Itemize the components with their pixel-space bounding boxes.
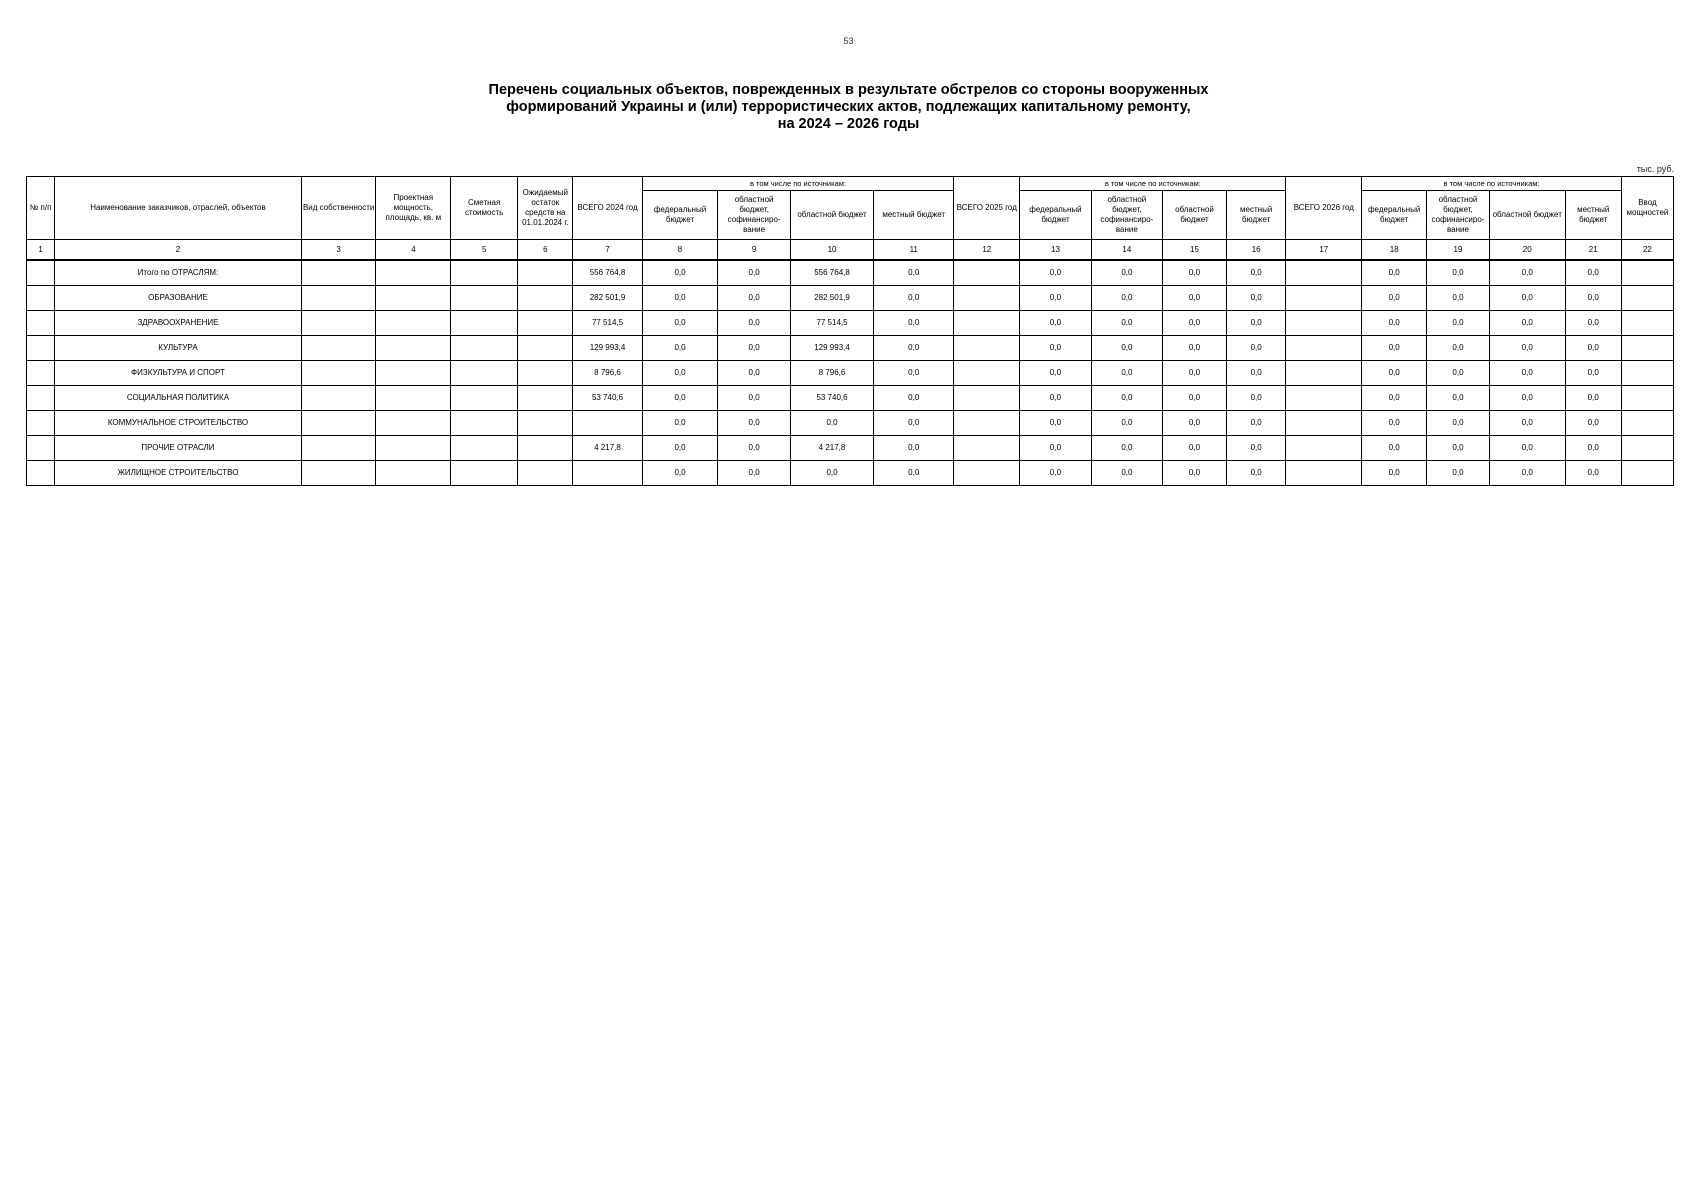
- row-value-total-2025: [954, 311, 1020, 336]
- row-value-cofin-2025: 0,0: [1091, 436, 1162, 461]
- row-value-total-2025: [954, 286, 1020, 311]
- row-value-reg-2026: 0,0: [1489, 386, 1565, 411]
- header-sources-2026: в том числе по источникам:: [1362, 177, 1622, 191]
- column-number: 3: [301, 240, 376, 261]
- row-value-fed-2025: 0,0: [1020, 436, 1091, 461]
- row-value-total-2024: 8 796,6: [573, 361, 642, 386]
- row-value-cofin-2024: 0,0: [718, 311, 790, 336]
- row-value-reg-2025: 0,0: [1163, 286, 1227, 311]
- row-value-fed-2026: 0,0: [1362, 311, 1427, 336]
- row-value-total-2026: [1286, 311, 1362, 336]
- row-value-reg-2024: 4 217,8: [790, 436, 873, 461]
- row-value-reg-2026: 0,0: [1489, 411, 1565, 436]
- header-local-2025: местный бюджет: [1226, 191, 1286, 240]
- row-value-fed-2026: 0,0: [1362, 461, 1427, 486]
- column-number: 18: [1362, 240, 1427, 261]
- row-value-cofin-2024: 0,0: [718, 386, 790, 411]
- row-value-reg-2025: 0,0: [1163, 361, 1227, 386]
- row-value-reg-2024: 8 796,6: [790, 361, 873, 386]
- empty-cell: [1621, 311, 1673, 336]
- row-value-total-2025: [954, 411, 1020, 436]
- row-value-reg-2024: 282 501,9: [790, 286, 873, 311]
- header-estimate: Сметная стоимость: [451, 177, 518, 240]
- row-value-reg-2025: 0,0: [1163, 260, 1227, 286]
- row-value-loc-2026: 0,0: [1565, 361, 1621, 386]
- row-name: ОБРАЗОВАНИЕ: [55, 286, 302, 311]
- column-number: 7: [573, 240, 642, 261]
- row-value-fed-2025: 0,0: [1020, 411, 1091, 436]
- row-value-reg-2024: 0,0: [790, 461, 873, 486]
- row-value-fed-2025: 0,0: [1020, 260, 1091, 286]
- row-value-fed-2024: 0,0: [642, 386, 718, 411]
- row-value-cofin-2026: 0,0: [1427, 336, 1490, 361]
- row-value-loc-2025: 0,0: [1226, 260, 1286, 286]
- empty-cell: [376, 436, 451, 461]
- header-cofin-2024: областной бюджет, софинансиро-вание: [718, 191, 790, 240]
- row-value-fed-2024: 0,0: [642, 411, 718, 436]
- empty-cell: [301, 260, 376, 286]
- row-value-total-2026: [1286, 386, 1362, 411]
- empty-cell: [518, 260, 573, 286]
- row-value-loc-2025: 0,0: [1226, 361, 1286, 386]
- column-number: 15: [1163, 240, 1227, 261]
- row-value-fed-2025: 0,0: [1020, 286, 1091, 311]
- empty-cell: [1621, 336, 1673, 361]
- page-number: 53: [843, 36, 854, 46]
- row-value-cofin-2026: 0,0: [1427, 361, 1490, 386]
- header-local-2024: местный бюджет: [874, 191, 954, 240]
- row-value-total-2025: [954, 336, 1020, 361]
- row-value-cofin-2025: 0,0: [1091, 461, 1162, 486]
- column-number: 13: [1020, 240, 1091, 261]
- empty-cell: [301, 436, 376, 461]
- row-value-loc-2025: 0,0: [1226, 411, 1286, 436]
- row-value-fed-2025: 0,0: [1020, 336, 1091, 361]
- document-title: [0, 82, 1697, 133]
- empty-cell: [27, 336, 55, 361]
- header-commissioning: Ввод мощностей: [1621, 177, 1673, 240]
- row-value-total-2024: 77 514,5: [573, 311, 642, 336]
- column-number-row: [27, 240, 1674, 261]
- row-value-cofin-2025: 0,0: [1091, 386, 1162, 411]
- empty-cell: [301, 286, 376, 311]
- row-value-cofin-2024: 0,0: [718, 336, 790, 361]
- table-row: [27, 436, 1674, 461]
- empty-cell: [518, 336, 573, 361]
- row-value-reg-2026: 0,0: [1489, 361, 1565, 386]
- row-value-loc-2024: 0,0: [874, 286, 954, 311]
- header-local-2026: местный бюджет: [1565, 191, 1621, 240]
- row-value-total-2026: [1286, 436, 1362, 461]
- empty-cell: [451, 311, 518, 336]
- empty-cell: [451, 286, 518, 311]
- header-capacity: Проектная мощность, площадь, кв. м: [376, 177, 451, 240]
- row-name: ФИЗКУЛЬТУРА И СПОРТ: [55, 361, 302, 386]
- empty-cell: [451, 361, 518, 386]
- empty-cell: [376, 286, 451, 311]
- table-row: [27, 411, 1674, 436]
- row-name: КУЛЬТУРА: [55, 336, 302, 361]
- empty-cell: [451, 411, 518, 436]
- row-value-fed-2024: 0,0: [642, 436, 718, 461]
- row-value-reg-2026: 0,0: [1489, 436, 1565, 461]
- row-value-fed-2026: 0,0: [1362, 386, 1427, 411]
- row-value-loc-2026: 0,0: [1565, 311, 1621, 336]
- objects-table: [26, 176, 1674, 486]
- empty-cell: [27, 311, 55, 336]
- row-name: ПРОЧИЕ ОТРАСЛИ: [55, 436, 302, 461]
- empty-cell: [518, 411, 573, 436]
- row-value-cofin-2026: 0,0: [1427, 386, 1490, 411]
- empty-cell: [1621, 260, 1673, 286]
- row-value-loc-2026: 0,0: [1565, 386, 1621, 411]
- header-name: Наименование заказчиков, отраслей, объектов: [55, 177, 302, 240]
- row-value-cofin-2024: 0,0: [718, 411, 790, 436]
- header-cofin-2026: областной бюджет, софинансиро-вание: [1427, 191, 1490, 240]
- table-row: [27, 286, 1674, 311]
- empty-cell: [301, 386, 376, 411]
- row-value-fed-2024: 0,0: [642, 311, 718, 336]
- header-remainder: Ожидаемый остаток средств на 01.01.2024 г.: [518, 177, 573, 240]
- row-value-loc-2025: 0,0: [1226, 311, 1286, 336]
- empty-cell: [1621, 286, 1673, 311]
- row-value-cofin-2024: 0,0: [718, 286, 790, 311]
- column-number: 16: [1226, 240, 1286, 261]
- row-value-reg-2024: 556 764,8: [790, 260, 873, 286]
- row-value-loc-2024: 0,0: [874, 436, 954, 461]
- row-name: ЗДРАВООХРАНЕНИЕ: [55, 311, 302, 336]
- table-row: [27, 260, 1674, 286]
- table-row: [27, 311, 1674, 336]
- empty-cell: [27, 260, 55, 286]
- row-value-cofin-2025: 0,0: [1091, 336, 1162, 361]
- row-name: Итого по ОТРАСЛЯМ:: [55, 260, 302, 286]
- empty-cell: [451, 260, 518, 286]
- row-value-fed-2026: 0,0: [1362, 260, 1427, 286]
- header-total-2025: ВСЕГО 2025 год: [954, 177, 1020, 240]
- row-value-fed-2025: 0,0: [1020, 311, 1091, 336]
- title-line-2: формирований Украины и (или) террористических актов, подлежащих капитальному ремонту,: [506, 99, 1191, 115]
- column-number: 19: [1427, 240, 1490, 261]
- row-value-loc-2025: 0,0: [1226, 436, 1286, 461]
- row-value-cofin-2025: 0,0: [1091, 311, 1162, 336]
- row-value-reg-2024: 129 993,4: [790, 336, 873, 361]
- column-number: 10: [790, 240, 873, 261]
- column-number: 17: [1286, 240, 1362, 261]
- column-number: 4: [376, 240, 451, 261]
- column-number: 6: [518, 240, 573, 261]
- row-value-fed-2026: 0,0: [1362, 361, 1427, 386]
- row-value-total-2026: [1286, 411, 1362, 436]
- empty-cell: [27, 361, 55, 386]
- row-value-fed-2024: 0,0: [642, 286, 718, 311]
- row-value-total-2026: [1286, 336, 1362, 361]
- row-value-total-2025: [954, 260, 1020, 286]
- row-value-loc-2024: 0,0: [874, 336, 954, 361]
- empty-cell: [301, 311, 376, 336]
- row-name: ЖИЛИЩНОЕ СТРОИТЕЛЬСТВО: [55, 461, 302, 486]
- row-value-loc-2026: 0,0: [1565, 436, 1621, 461]
- row-value-loc-2024: 0,0: [874, 311, 954, 336]
- row-value-total-2025: [954, 436, 1020, 461]
- row-value-reg-2025: 0,0: [1163, 461, 1227, 486]
- row-value-reg-2025: 0,0: [1163, 336, 1227, 361]
- row-value-fed-2025: 0,0: [1020, 461, 1091, 486]
- column-number: 11: [874, 240, 954, 261]
- header-sources-2024: в том числе по источникам:: [642, 177, 954, 191]
- column-number: 8: [642, 240, 718, 261]
- column-number: 5: [451, 240, 518, 261]
- row-value-fed-2024: 0,0: [642, 461, 718, 486]
- row-value-loc-2025: 0,0: [1226, 286, 1286, 311]
- empty-cell: [518, 361, 573, 386]
- row-name: КОММУНАЛЬНОЕ СТРОИТЕЛЬСТВО: [55, 411, 302, 436]
- row-value-total-2024: 282 501,9: [573, 286, 642, 311]
- empty-cell: [1621, 436, 1673, 461]
- row-value-total-2024: 53 740,6: [573, 386, 642, 411]
- row-value-cofin-2024: 0,0: [718, 461, 790, 486]
- empty-cell: [301, 336, 376, 361]
- row-value-cofin-2026: 0,0: [1427, 436, 1490, 461]
- row-value-cofin-2026: 0,0: [1427, 411, 1490, 436]
- empty-cell: [518, 286, 573, 311]
- row-value-fed-2026: 0,0: [1362, 336, 1427, 361]
- header-federal-2025: федеральный бюджет: [1020, 191, 1091, 240]
- empty-cell: [301, 361, 376, 386]
- empty-cell: [518, 461, 573, 486]
- row-value-fed-2026: 0,0: [1362, 436, 1427, 461]
- row-value-cofin-2026: 0,0: [1427, 286, 1490, 311]
- row-value-loc-2026: 0,0: [1565, 260, 1621, 286]
- row-value-fed-2024: 0,0: [642, 361, 718, 386]
- row-value-total-2025: [954, 386, 1020, 411]
- empty-cell: [376, 386, 451, 411]
- row-value-fed-2026: 0,0: [1362, 286, 1427, 311]
- column-number: 22: [1621, 240, 1673, 261]
- row-value-reg-2026: 0,0: [1489, 311, 1565, 336]
- row-value-fed-2024: 0,0: [642, 260, 718, 286]
- table-row: [27, 361, 1674, 386]
- empty-cell: [27, 461, 55, 486]
- row-value-total-2024: [573, 411, 642, 436]
- row-value-cofin-2025: 0,0: [1091, 286, 1162, 311]
- row-value-cofin-2024: 0,0: [718, 361, 790, 386]
- row-value-total-2024: [573, 461, 642, 486]
- table-row: [27, 461, 1674, 486]
- column-number: 20: [1489, 240, 1565, 261]
- empty-cell: [376, 336, 451, 361]
- header-num: № п/п: [27, 177, 55, 240]
- row-value-reg-2025: 0,0: [1163, 386, 1227, 411]
- row-value-loc-2026: 0,0: [1565, 286, 1621, 311]
- row-value-cofin-2025: 0,0: [1091, 260, 1162, 286]
- row-value-total-2026: [1286, 461, 1362, 486]
- row-value-reg-2024: 53 740,6: [790, 386, 873, 411]
- row-value-loc-2026: 0,0: [1565, 461, 1621, 486]
- empty-cell: [518, 436, 573, 461]
- title-line-1: Перечень социальных объектов, поврежденных в результате обстрелов со стороны вооруженных: [488, 82, 1209, 98]
- row-value-loc-2024: 0,0: [874, 386, 954, 411]
- empty-cell: [301, 411, 376, 436]
- row-value-loc-2024: 0,0: [874, 260, 954, 286]
- column-number: 1: [27, 240, 55, 261]
- empty-cell: [27, 436, 55, 461]
- row-value-cofin-2026: 0,0: [1427, 311, 1490, 336]
- header-ownership: Вид собственности: [301, 177, 376, 240]
- empty-cell: [518, 311, 573, 336]
- row-value-total-2024: 4 217,8: [573, 436, 642, 461]
- column-number: 12: [954, 240, 1020, 261]
- row-value-total-2026: [1286, 286, 1362, 311]
- row-value-total-2025: [954, 461, 1020, 486]
- row-value-cofin-2025: 0,0: [1091, 411, 1162, 436]
- row-value-total-2026: [1286, 361, 1362, 386]
- row-value-loc-2025: 0,0: [1226, 386, 1286, 411]
- empty-cell: [376, 260, 451, 286]
- row-value-cofin-2026: 0,0: [1427, 461, 1490, 486]
- header-federal-2026: федеральный бюджет: [1362, 191, 1427, 240]
- header-sources-2025: в том числе по источникам:: [1020, 177, 1286, 191]
- row-value-reg-2024: 0,0: [790, 411, 873, 436]
- row-value-fed-2025: 0,0: [1020, 386, 1091, 411]
- header-regional-2025: областной бюджет: [1163, 191, 1227, 240]
- header-cofin-2025: областной бюджет, софинансиро-вание: [1091, 191, 1162, 240]
- header-regional-2026: областной бюджет: [1489, 191, 1565, 240]
- row-value-fed-2024: 0,0: [642, 336, 718, 361]
- header-regional-2024: областной бюджет: [790, 191, 873, 240]
- row-value-cofin-2025: 0,0: [1091, 361, 1162, 386]
- empty-cell: [1621, 461, 1673, 486]
- title-line-3: на 2024 – 2026 годы: [777, 116, 920, 132]
- empty-cell: [451, 386, 518, 411]
- row-value-fed-2025: 0,0: [1020, 361, 1091, 386]
- row-value-reg-2026: 0,0: [1489, 260, 1565, 286]
- row-value-cofin-2024: 0,0: [718, 260, 790, 286]
- row-value-cofin-2026: 0,0: [1427, 260, 1490, 286]
- row-value-reg-2025: 0,0: [1163, 436, 1227, 461]
- empty-cell: [451, 461, 518, 486]
- empty-cell: [376, 461, 451, 486]
- empty-cell: [1621, 411, 1673, 436]
- column-number: 21: [1565, 240, 1621, 261]
- row-value-reg-2025: 0,0: [1163, 311, 1227, 336]
- empty-cell: [376, 361, 451, 386]
- empty-cell: [27, 386, 55, 411]
- unit-label: тыс. руб.: [1636, 164, 1674, 174]
- row-value-reg-2025: 0,0: [1163, 411, 1227, 436]
- row-value-fed-2026: 0,0: [1362, 411, 1427, 436]
- header-federal-2024: федеральный бюджет: [642, 191, 718, 240]
- row-value-total-2024: 129 993,4: [573, 336, 642, 361]
- table-row: [27, 336, 1674, 361]
- row-value-loc-2025: 0,0: [1226, 336, 1286, 361]
- header-total-2026: ВСЕГО 2026 год: [1286, 177, 1362, 240]
- header-total-2024: ВСЕГО 2024 год: [573, 177, 642, 240]
- column-number: 2: [55, 240, 302, 261]
- row-value-loc-2026: 0,0: [1565, 411, 1621, 436]
- empty-cell: [518, 386, 573, 411]
- empty-cell: [1621, 386, 1673, 411]
- empty-cell: [376, 311, 451, 336]
- row-value-total-2024: 556 764,8: [573, 260, 642, 286]
- row-value-loc-2024: 0,0: [874, 411, 954, 436]
- row-value-reg-2024: 77 514,5: [790, 311, 873, 336]
- row-value-loc-2024: 0,0: [874, 461, 954, 486]
- row-value-loc-2024: 0,0: [874, 361, 954, 386]
- empty-cell: [1621, 361, 1673, 386]
- row-value-loc-2025: 0,0: [1226, 461, 1286, 486]
- table-row: [27, 386, 1674, 411]
- empty-cell: [451, 336, 518, 361]
- empty-cell: [376, 411, 451, 436]
- column-number: 9: [718, 240, 790, 261]
- column-number: 14: [1091, 240, 1162, 261]
- row-value-reg-2026: 0,0: [1489, 336, 1565, 361]
- row-name: СОЦИАЛЬНАЯ ПОЛИТИКА: [55, 386, 302, 411]
- row-value-total-2026: [1286, 260, 1362, 286]
- row-value-cofin-2024: 0,0: [718, 436, 790, 461]
- empty-cell: [301, 461, 376, 486]
- row-value-reg-2026: 0,0: [1489, 286, 1565, 311]
- row-value-loc-2026: 0,0: [1565, 336, 1621, 361]
- empty-cell: [27, 411, 55, 436]
- empty-cell: [27, 286, 55, 311]
- row-value-total-2025: [954, 361, 1020, 386]
- row-value-reg-2026: 0,0: [1489, 461, 1565, 486]
- empty-cell: [451, 436, 518, 461]
